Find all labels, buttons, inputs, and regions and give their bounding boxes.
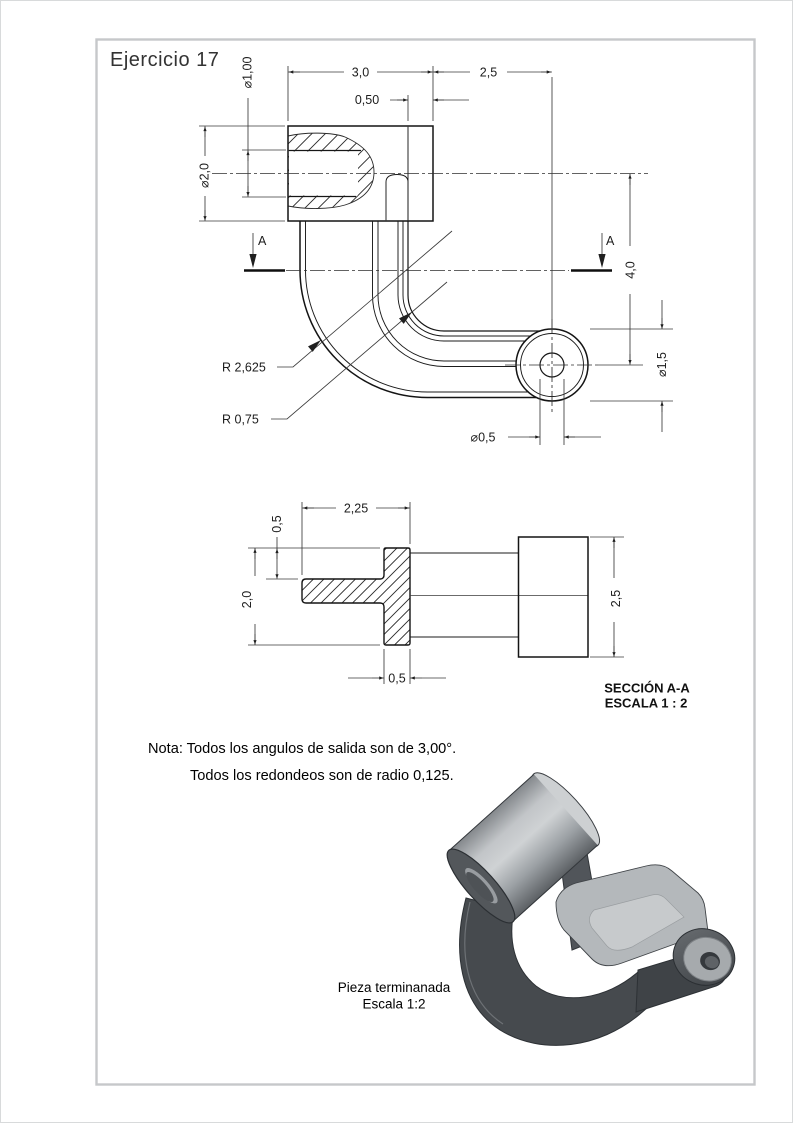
dim-offset-label: 2,5 [479, 65, 498, 80]
dim-boss-label: ⌀1,5 [655, 352, 669, 377]
dim-bore-label: ⌀1,00 [240, 56, 255, 89]
page-title: Ejercicio 17 [110, 49, 220, 71]
iso-caption-line1: Pieza terminanada [337, 980, 451, 995]
note-line-2: Todos los redondeos son de radio 0,125. [190, 768, 454, 784]
sec-dim-height-label: 2,0 [240, 590, 254, 609]
note-line-1: Nota: Todos los angulos de salida son de 3,00°. [148, 741, 457, 757]
radius-outer-label: R 2,625 [222, 360, 266, 375]
dim-hole-label: ⌀0,5 [470, 430, 496, 445]
dim-step-label: 0,50 [354, 93, 380, 107]
section-title: SECCIÓN A-A [604, 680, 690, 696]
section-letter-left: A [258, 234, 267, 248]
dim-length-label: 3,0 [351, 65, 370, 80]
iso-caption-line2: Escala 1:2 [362, 996, 426, 1012]
dim-outer-label: ⌀2,0 [197, 163, 212, 188]
dim-height-label: 4,0 [623, 261, 638, 279]
radius-inner-label: R 0,75 [222, 412, 259, 427]
sec-dim-width-label: 2,25 [343, 501, 369, 516]
sec-dim-flange-label: 0,5 [270, 515, 284, 533]
section-scale: ESCALA 1 : 2 [604, 695, 688, 711]
sec-dim-web-label: 0,5 [388, 671, 406, 686]
sec-dim-cyl-label: 2,5 [609, 589, 623, 608]
section-letter-right: A [606, 234, 615, 248]
